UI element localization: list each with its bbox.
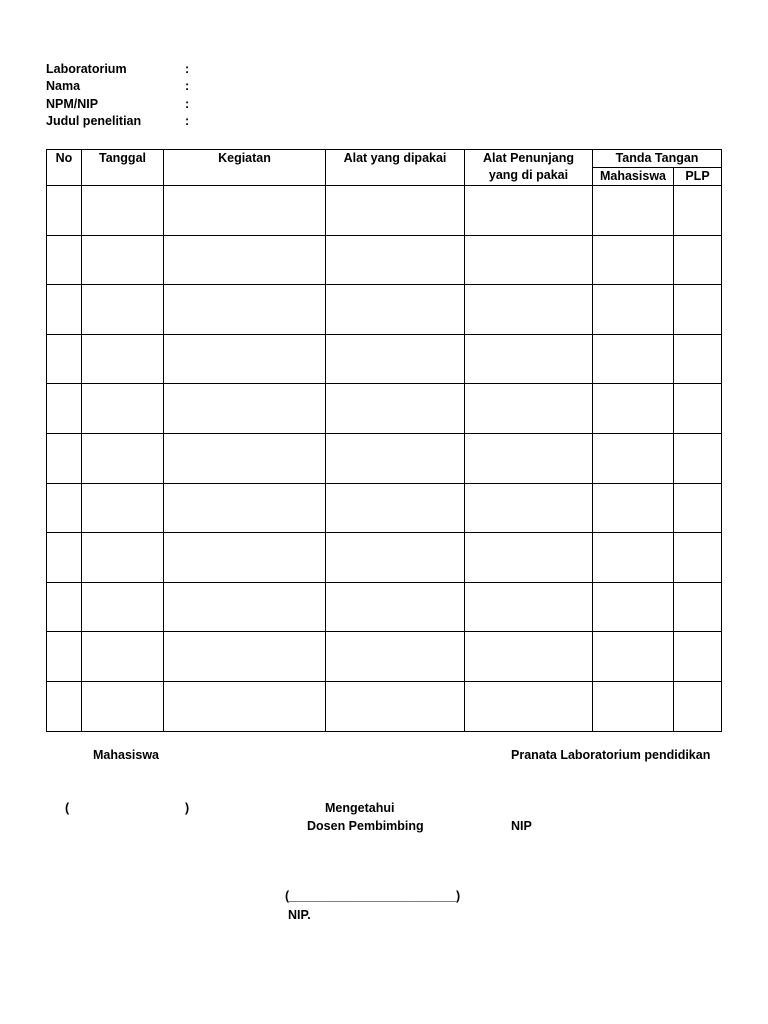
- header-mahasiswa: Mahasiswa: [593, 168, 674, 186]
- signature-line: (________________________): [285, 889, 461, 903]
- table-cell: [593, 681, 674, 731]
- signature-bracket-close: ): [185, 801, 190, 815]
- table-cell: [674, 632, 722, 682]
- table-row: [47, 582, 722, 632]
- table-cell: [326, 235, 465, 285]
- table-row: [47, 632, 722, 682]
- table-row: [47, 433, 722, 483]
- signature-mahasiswa-label: Mahasiswa: [93, 748, 160, 762]
- header-alat-penunjang: [465, 150, 593, 186]
- table-row: [47, 384, 722, 434]
- info-colon: :: [185, 62, 190, 76]
- table-cell: [593, 483, 674, 533]
- table-cell: [82, 582, 164, 632]
- table-row: [47, 681, 722, 731]
- table-cell: [674, 186, 722, 236]
- table-row: [47, 334, 722, 384]
- table-cell: [82, 681, 164, 731]
- table-cell: [593, 384, 674, 434]
- table-cell: [164, 632, 326, 682]
- table-cell: [47, 186, 82, 236]
- table-cell: [674, 235, 722, 285]
- table-cell: [82, 384, 164, 434]
- table-cell: [47, 483, 82, 533]
- table-cell: [82, 483, 164, 533]
- table-cell: [164, 384, 326, 434]
- table-body: [47, 186, 722, 732]
- table-cell: [47, 582, 82, 632]
- table-cell: [593, 235, 674, 285]
- table-cell: [164, 235, 326, 285]
- dosen-pembimbing-label: Dosen Pembimbing: [307, 819, 424, 833]
- table-cell: [82, 533, 164, 583]
- table-cell: [82, 334, 164, 384]
- table-cell: [593, 632, 674, 682]
- table-cell: [465, 533, 593, 583]
- table-row: [47, 533, 722, 583]
- table-cell: [326, 334, 465, 384]
- table-cell: [465, 433, 593, 483]
- info-colon: :: [185, 97, 190, 111]
- table-cell: [164, 285, 326, 335]
- info-label-judul-penelitian: Judul penelitian: [46, 114, 142, 128]
- table-cell: [47, 285, 82, 335]
- table-cell: [326, 433, 465, 483]
- table-cell: [164, 334, 326, 384]
- table-cell: [164, 433, 326, 483]
- info-colon: :: [185, 114, 190, 128]
- table-cell: [465, 334, 593, 384]
- table-cell: [465, 632, 593, 682]
- header-alat-penunjang-line2: yang di pakai: [488, 168, 569, 182]
- table-cell: [593, 285, 674, 335]
- info-label-nama: Nama: [46, 79, 81, 93]
- table-cell: [465, 483, 593, 533]
- table-cell: [674, 533, 722, 583]
- table-row: [47, 186, 722, 236]
- nip-right-label: NIP: [511, 819, 532, 833]
- table-cell: [465, 582, 593, 632]
- table-cell: [674, 582, 722, 632]
- table-cell: [82, 235, 164, 285]
- table-cell: [326, 533, 465, 583]
- header-alat-dipakai: Alat yang dipakai: [326, 150, 465, 186]
- table-cell: [465, 384, 593, 434]
- table-cell: [164, 186, 326, 236]
- table-cell: [674, 384, 722, 434]
- table-cell: [47, 235, 82, 285]
- table-cell: [47, 533, 82, 583]
- table-cell: [164, 681, 326, 731]
- table-cell: [47, 384, 82, 434]
- table-cell: [465, 186, 593, 236]
- table-cell: [326, 681, 465, 731]
- header-no: No: [47, 150, 82, 186]
- table-cell: [674, 483, 722, 533]
- table-cell: [326, 285, 465, 335]
- table-cell: [82, 632, 164, 682]
- table-row: [47, 483, 722, 533]
- info-label-laboratorium: Laboratorium: [46, 62, 127, 76]
- table-cell: [674, 681, 722, 731]
- table-cell: [82, 433, 164, 483]
- table-cell: [164, 582, 326, 632]
- table-cell: [47, 632, 82, 682]
- table-cell: [164, 483, 326, 533]
- table-cell: [593, 582, 674, 632]
- table-cell: [674, 285, 722, 335]
- table-cell: [593, 433, 674, 483]
- signature-pranata-label: Pranata Laboratorium pendidikan: [511, 748, 711, 762]
- signature-bracket-open: (: [65, 801, 70, 815]
- mengetahui-label: Mengetahui: [325, 801, 395, 815]
- table-cell: [465, 235, 593, 285]
- nip-bottom-label: NIP.: [288, 908, 311, 922]
- table-cell: [593, 533, 674, 583]
- table-cell: [47, 334, 82, 384]
- header-alat-penunjang-line1: Alat Penunjang: [483, 151, 574, 165]
- header-kegiatan: Kegiatan: [164, 150, 326, 186]
- table-cell: [326, 186, 465, 236]
- info-colon: :: [185, 79, 190, 93]
- table-cell: [164, 533, 326, 583]
- table-cell: [465, 681, 593, 731]
- activity-log-table: [46, 149, 722, 732]
- table-cell: [326, 483, 465, 533]
- table-cell: [593, 334, 674, 384]
- header-tanda-tangan: Tanda Tangan: [593, 150, 722, 168]
- info-label-npm-nip: NPM/NIP: [46, 97, 99, 111]
- table-row: [47, 285, 722, 335]
- table-cell: [674, 433, 722, 483]
- table-row: [47, 235, 722, 285]
- table-cell: [674, 334, 722, 384]
- table-cell: [326, 384, 465, 434]
- table-cell: [326, 632, 465, 682]
- header-plp: PLP: [674, 168, 722, 186]
- table-cell: [82, 285, 164, 335]
- header-tanggal: Tanggal: [82, 150, 164, 186]
- table-cell: [465, 285, 593, 335]
- table-cell: [593, 186, 674, 236]
- table-cell: [47, 433, 82, 483]
- table-cell: [82, 186, 164, 236]
- table-cell: [47, 681, 82, 731]
- table-cell: [326, 582, 465, 632]
